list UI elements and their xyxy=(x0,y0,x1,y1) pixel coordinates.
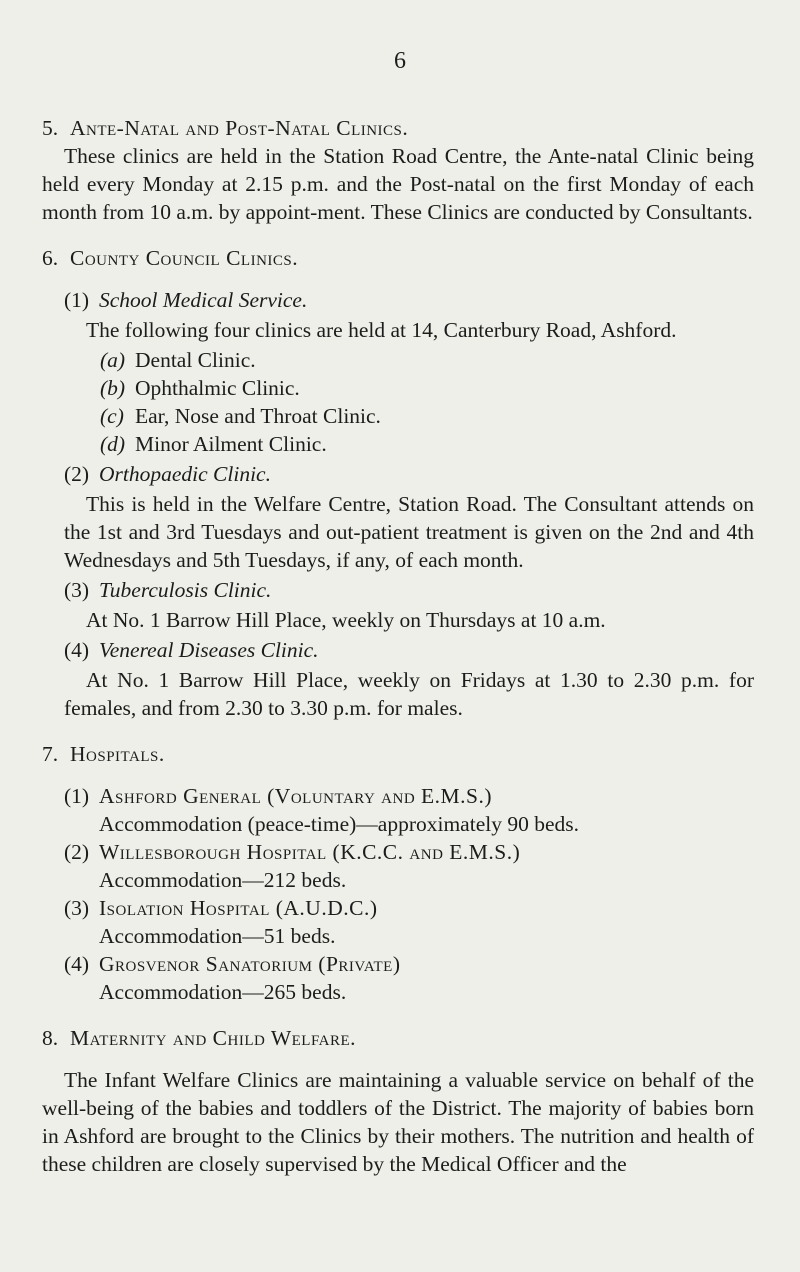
hospital-entry xyxy=(64,782,754,838)
subsection-number: (4) xyxy=(64,638,90,662)
subsection-title: Tuberculosis Clinic. xyxy=(99,578,272,602)
list-item xyxy=(100,346,754,374)
section-title: Maternity and Child Welfare. xyxy=(70,1026,357,1050)
list-item xyxy=(100,430,754,458)
page-number: 6 xyxy=(394,48,406,74)
hospital-accommodation: Accommodation (peace-time)—approximately 90 beds. xyxy=(99,812,580,836)
section-5 xyxy=(42,114,754,226)
item-letter: (d) xyxy=(100,432,126,456)
section-paragraph: The Infant Welfare Clinics are maintaining a valuable service on behalf of the well-being of the babies and toddlers of the District. The majority of babies born in Ashford are brought to the Clinics by their mothers. The nutrition and health of these children are closely supervised by the Medical Officer and the xyxy=(42,1068,754,1176)
subsection-number: (3) xyxy=(64,578,90,602)
section-number: 8. xyxy=(42,1026,59,1050)
hospital-number: (3) xyxy=(64,896,90,920)
hospital-accommodation: Accommodation—51 beds. xyxy=(99,924,336,948)
hospital-name: Grosvenor Sanatorium (Private) xyxy=(99,952,401,976)
section-number: 5. xyxy=(42,116,59,140)
item-text: Ophthalmic Clinic. xyxy=(135,376,300,400)
subsection-number: (1) xyxy=(64,288,90,312)
section-heading xyxy=(42,114,754,142)
subsection-title: School Medical Service. xyxy=(99,288,308,312)
item-text: Minor Ailment Clinic. xyxy=(135,432,327,456)
page-content xyxy=(42,114,754,1178)
subsection-heading xyxy=(64,286,754,314)
hospital-name: Isolation Hospital (A.U.D.C.) xyxy=(99,896,378,920)
hospital-number: (2) xyxy=(64,840,90,864)
subsection-paragraph: The following four clinics are held at 14, Canterbury Road, Ashford. xyxy=(86,318,677,342)
section-paragraph: These clinics are held in the Station Road Centre, the Ante-natal Clinic being held every Monday at 2.15 p.m. and the Post-natal on the first Monday of each month from 10 a.m. by appoint-ment. These Clinics are conducted by Consultants. xyxy=(42,144,754,224)
section-title: Ante-Natal and Post-Natal Clinics. xyxy=(70,116,409,140)
subsection-number: (2) xyxy=(64,462,90,486)
subsection-title: Venereal Diseases Clinic. xyxy=(99,638,319,662)
section-title: Hospitals. xyxy=(70,742,165,766)
hospital-entry xyxy=(64,950,754,1006)
list-item xyxy=(100,402,754,430)
hospital-name: Ashford General (Voluntary and E.M.S.) xyxy=(99,784,493,808)
hospital-accommodation: Accommodation—212 beds. xyxy=(99,868,347,892)
section-heading xyxy=(42,740,754,768)
list-item xyxy=(100,374,754,402)
section-number: 7. xyxy=(42,742,59,766)
subsection-heading xyxy=(64,576,754,604)
item-text: Dental Clinic. xyxy=(135,348,256,372)
item-letter: (a) xyxy=(100,348,126,372)
hospital-accommodation: Accommodation—265 beds. xyxy=(99,980,347,1004)
subsection-title: Orthopaedic Clinic. xyxy=(99,462,271,486)
section-title: County Council Clinics. xyxy=(70,246,299,270)
hospital-entry xyxy=(64,894,754,950)
item-text: Ear, Nose and Throat Clinic. xyxy=(135,404,381,428)
clinic-list xyxy=(42,346,754,458)
subsection-paragraph: At No. 1 Barrow Hill Place, weekly on Fridays at 1.30 to 2.30 p.m. for females, and from 2.30 to 3.30 p.m. for males. xyxy=(64,668,754,720)
item-letter: (b) xyxy=(100,376,126,400)
subsection-heading xyxy=(64,636,754,664)
section-7 xyxy=(42,740,754,1006)
hospital-entry xyxy=(64,838,754,894)
item-letter: (c) xyxy=(100,404,124,428)
section-heading xyxy=(42,1024,754,1052)
section-heading xyxy=(42,244,754,272)
subsection-heading xyxy=(64,460,754,488)
hospital-number: (1) xyxy=(64,784,90,808)
hospital-name: Willesborough Hospital (K.C.C. and E.M.S.) xyxy=(99,840,521,864)
subsection-paragraph: This is held in the Welfare Centre, Station Road. The Consultant attends on the 1st and 3rd Tuesdays and out-patient treatment is given on the 2nd and 4th Wednesdays and 5th Tuesdays, if any, of each month. xyxy=(64,492,754,572)
section-6 xyxy=(42,244,754,722)
section-8 xyxy=(42,1024,754,1178)
section-number: 6. xyxy=(42,246,59,270)
subsection-paragraph: At No. 1 Barrow Hill Place, weekly on Thursdays at 10 a.m. xyxy=(86,608,606,632)
hospital-number: (4) xyxy=(64,952,90,976)
